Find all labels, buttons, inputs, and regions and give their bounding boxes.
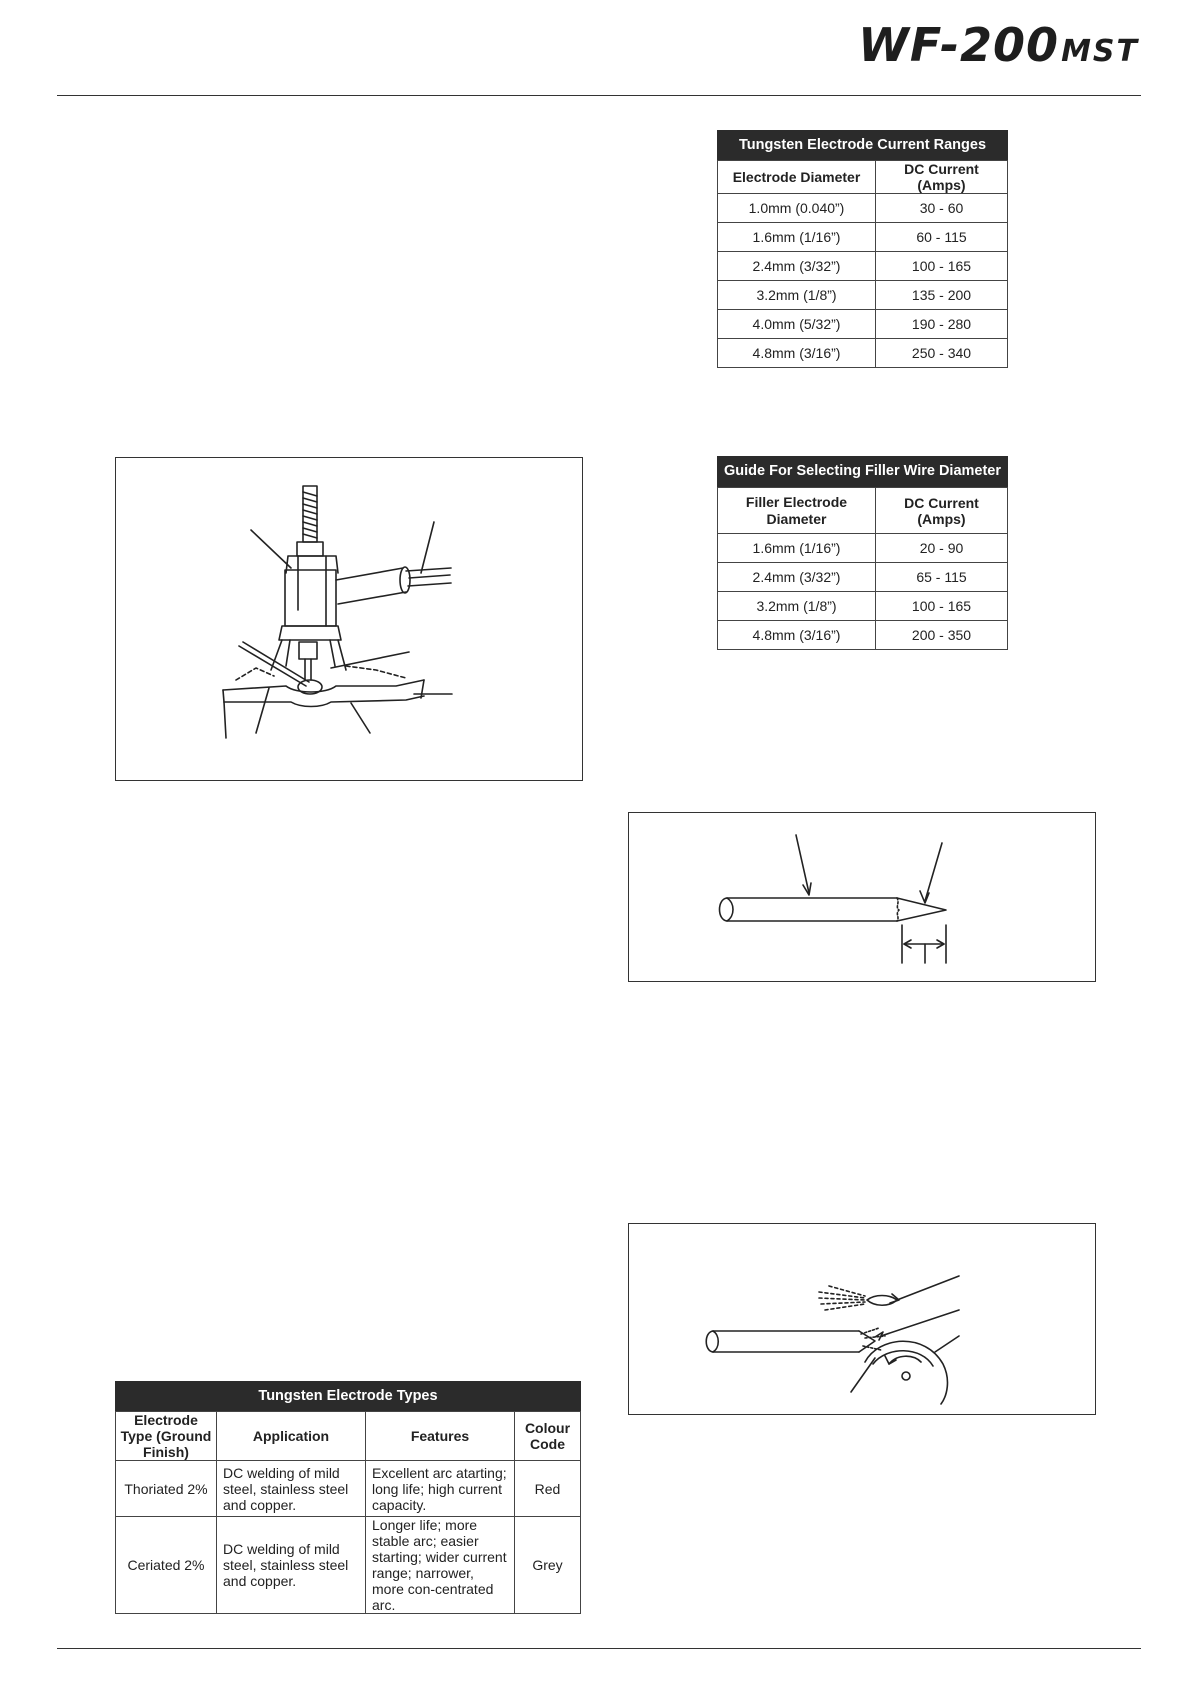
table-cell: 1.0mm (0.040”) — [718, 194, 876, 223]
table-cell: Longer life; more stable arc; easier starting; wider current range; narrower, more con-centrated arc. — [366, 1517, 515, 1614]
table-cell: Excellent arc atarting; long life; high current capacity. — [366, 1461, 515, 1517]
footer-rule — [57, 1648, 1141, 1649]
table-cell: 30 - 60 — [876, 194, 1008, 223]
table-cell: Thoriated 2% — [116, 1461, 217, 1517]
table-cell: 2.4mm (3/32”) — [718, 563, 876, 592]
table-cell: 4.8mm (3/16”) — [718, 339, 876, 368]
table-cell: 20 - 90 — [876, 534, 1008, 563]
electrode-tip-diagram-icon — [629, 813, 1095, 981]
table-cell: DC welding of mild steel, stainless steel and copper. — [217, 1517, 366, 1614]
electrode-grinding-diagram-icon — [629, 1224, 1095, 1414]
tig-torch-diagram-icon — [116, 458, 582, 780]
table-row — [718, 281, 1008, 310]
table-header: Filler Electrode Diameter — [718, 488, 876, 534]
table-header: Colour Code — [515, 1412, 581, 1461]
table-title: Guide For Selecting Filler Wire Diameter — [717, 456, 1008, 487]
table-row — [116, 1517, 581, 1614]
table-cell: 2.4mm (3/32”) — [718, 252, 876, 281]
table-cell: 3.2mm (1/8”) — [718, 281, 876, 310]
table-cell: DC welding of mild steel, stainless steel and copper. — [217, 1461, 366, 1517]
table-row — [718, 563, 1008, 592]
table-row — [116, 1461, 581, 1517]
table-cell: 4.8mm (3/16”) — [718, 621, 876, 650]
table-cell: 250 - 340 — [876, 339, 1008, 368]
table-header: DC Current (Amps) — [876, 488, 1008, 534]
table-cell: 65 - 115 — [876, 563, 1008, 592]
header-rule — [57, 95, 1141, 96]
table-header: Electrode Diameter — [718, 161, 876, 194]
table-cell: 1.6mm (1/16”) — [718, 534, 876, 563]
table-row — [718, 621, 1008, 650]
table-cell: 135 - 200 — [876, 281, 1008, 310]
table-row — [718, 310, 1008, 339]
table-cell: 60 - 115 — [876, 223, 1008, 252]
brand-name: WF-200 — [858, 18, 1060, 72]
table-cell: Ceriated 2% — [116, 1517, 217, 1614]
table-cell: 100 - 165 — [876, 592, 1008, 621]
electrode-tip-figure — [628, 812, 1096, 982]
table-header: Features — [366, 1412, 515, 1461]
table-title: Tungsten Electrode Types — [115, 1381, 581, 1411]
table-cell: 190 - 280 — [876, 310, 1008, 339]
table-header: DC Current (Amps) — [876, 161, 1008, 194]
table-cell: 200 - 350 — [876, 621, 1008, 650]
table-cell: 4.0mm (5/32”) — [718, 310, 876, 339]
torch-figure — [115, 457, 583, 781]
table-header: Electrode Type (Ground Finish) — [116, 1412, 217, 1461]
table-cell: 1.6mm (1/16”) — [718, 223, 876, 252]
table-row — [718, 592, 1008, 621]
brand-suffix: MST — [1061, 34, 1139, 69]
table-row — [718, 339, 1008, 368]
filler-wire-table — [717, 456, 1008, 650]
table-row — [718, 534, 1008, 563]
table-cell: 3.2mm (1/8”) — [718, 592, 876, 621]
table-row — [718, 223, 1008, 252]
table-row — [718, 252, 1008, 281]
grinding-figure — [628, 1223, 1096, 1415]
table-cell: Red — [515, 1461, 581, 1517]
table-cell: 100 - 165 — [876, 252, 1008, 281]
electrode-types-table — [115, 1381, 581, 1614]
table-cell: Grey — [515, 1517, 581, 1614]
current-ranges-table — [717, 130, 1008, 368]
table-header: Application — [217, 1412, 366, 1461]
brand-logo — [858, 18, 1139, 72]
table-row — [718, 194, 1008, 223]
table-title: Tungsten Electrode Current Ranges — [717, 130, 1008, 160]
